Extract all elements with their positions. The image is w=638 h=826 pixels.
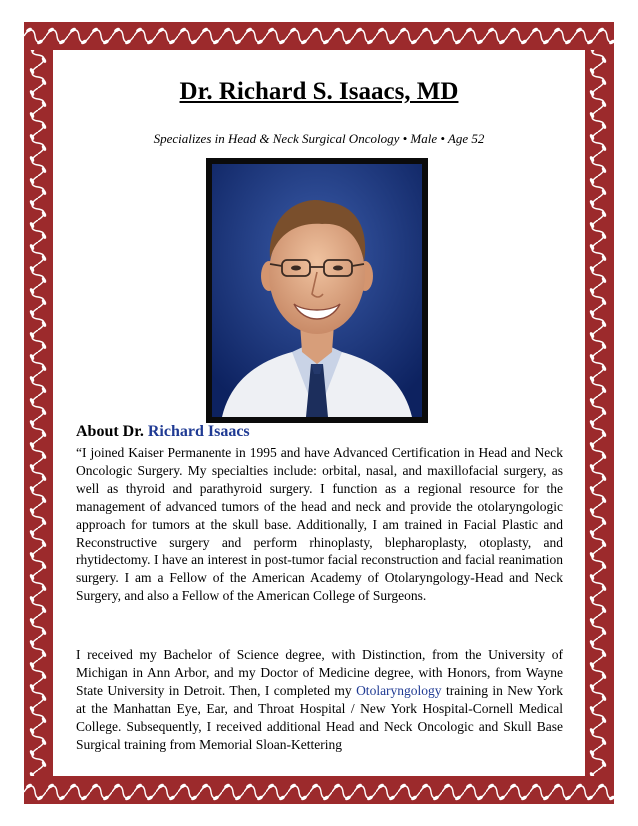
bio-paragraph-2 xyxy=(76,646,563,753)
profile-page xyxy=(53,50,585,776)
page-title: Dr. Richard S. Isaacs, MD xyxy=(179,78,459,105)
about-heading-prefix: About Dr. xyxy=(76,423,148,440)
about-heading xyxy=(76,423,250,441)
doctor-name-highlight: Richard Isaacs xyxy=(147,423,250,440)
bio-paragraph-1: “I joined Kaiser Permanente in 1995 and have Advanced Certification in Head and Neck Oncologic Surgery. My specialties include: orbital, nasal, and maxillofacial surgery, as well as thyroid and parathyroid surgery. I function as a regional resource for the management of advanced tumors of the head and neck and provide the otolaryngologic approach for tumors at the skull base. Additionally, I am trained in Facial Plastic and Reconstructive surgery and perform rhinoplasty, blepharoplasty, otoplasty, and rhytidectomy. I have an interest in post-tumor facial reconstruction and facial reanimation surgery. I am a Fellow of the American Academy of Otolaryngology-Head and Neck Surgery, and also a Fellow of the American College of Surgeons. xyxy=(76,445,563,604)
bio-paragraph-2-text-end: training in New York at the Manhattan Eye, Ear, and Throat Hospital / New York Hospital-Cornell Medical College. Subsequently, I received additional Head and Neck Oncologic and Skull Base Surgical training from Memorial Sloan-Kettering xyxy=(76,682,563,752)
portrait-photo xyxy=(212,164,422,417)
portrait-illustration xyxy=(212,164,422,417)
bio-paragraph-2-text-start: I received my Bachelor of Science degree, with Distinction, from the University of Michigan in Ann Arbor, and my Doctor of Medicine degree, with Honors, from Wayne State University in Detroit. Then, I completed my xyxy=(76,647,563,698)
portrait-frame xyxy=(206,158,428,423)
otolaryngology-link[interactable]: Otolaryngology xyxy=(356,682,442,698)
page-subtitle: Specializes in Head & Neck Surgical Oncology • Male • Age 52 xyxy=(153,131,485,146)
